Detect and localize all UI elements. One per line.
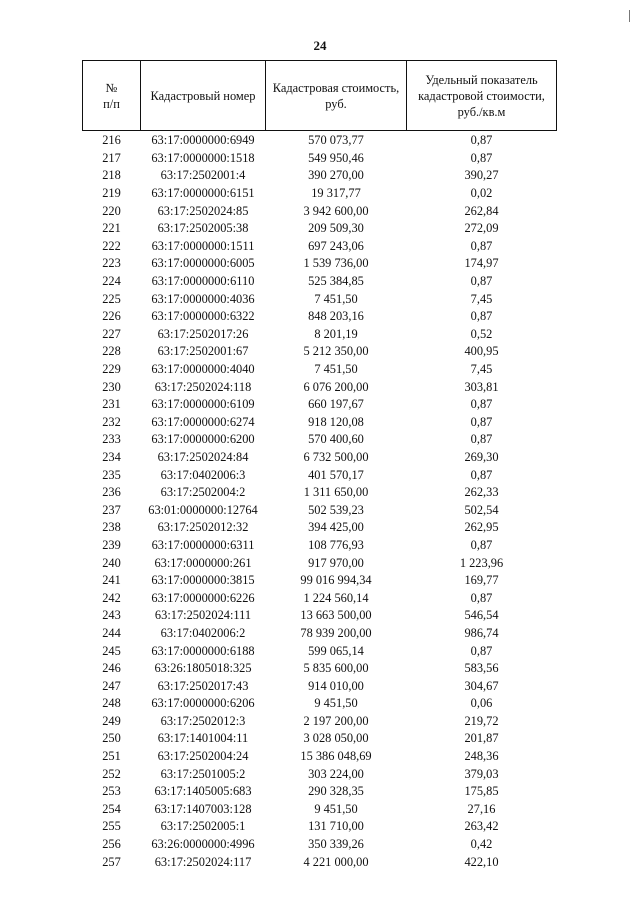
- cell-cadastral-value: 549 950,46: [308, 150, 364, 165]
- cell-specific-value: 262,84: [464, 203, 499, 218]
- cell-cadastral-number: 63:17:2502012:3: [160, 713, 246, 728]
- cell-row-number: 253: [102, 784, 121, 799]
- cell-cadastral-value: 15 386 048,69: [300, 749, 372, 764]
- cell-cadastral-value: 6 732 500,00: [303, 449, 369, 464]
- table-row: [83, 519, 557, 537]
- cell-cadastral-number: 63:17:0000000:261: [154, 555, 252, 570]
- cell-specific-value: 0,87: [470, 414, 493, 429]
- cell-cadastral-value: 502 539,23: [308, 502, 364, 517]
- cell-cadastral-value: 13 663 500,00: [300, 608, 372, 623]
- table-row: [83, 131, 557, 150]
- table-row: [83, 414, 557, 432]
- cell-cadastral-number: 63:17:0000000:1518: [151, 150, 255, 165]
- cell-row-number: 247: [102, 678, 121, 693]
- cell-row-number: 254: [102, 801, 121, 816]
- cell-cadastral-value: 660 197,67: [308, 397, 364, 412]
- cell-cadastral-number: 63:17:2502024:85: [157, 203, 249, 218]
- cell-row-number: 217: [102, 150, 121, 165]
- table-row: [83, 273, 557, 291]
- cell-cadastral-number: 63:17:2502001:4: [160, 168, 246, 183]
- table-row: [83, 660, 557, 678]
- cell-specific-value: 546,54: [464, 608, 499, 623]
- cell-specific-value: 201,87: [464, 731, 499, 746]
- cell-cadastral-value: 290 328,35: [308, 784, 364, 799]
- cell-cadastral-number: 63:17:2502005:38: [157, 221, 249, 236]
- cell-row-number: 235: [102, 467, 121, 482]
- table-row: [83, 589, 557, 607]
- cell-cadastral-number: 63:17:2502004:24: [157, 749, 249, 764]
- cell-cadastral-value: 350 339,26: [308, 837, 364, 852]
- cell-cadastral-number: 63:17:1401004:11: [157, 731, 249, 746]
- table-row: [83, 361, 557, 379]
- cell-cadastral-number: 63:17:0000000:6274: [151, 414, 255, 429]
- cell-cadastral-number: 63:17:0402006:3: [160, 467, 246, 482]
- cell-cadastral-value: 1 224 560,14: [303, 590, 369, 605]
- table-row: [83, 642, 557, 660]
- cell-specific-value: 272,09: [464, 221, 499, 236]
- cell-cadastral-value: 7 451,50: [314, 291, 358, 306]
- cell-cadastral-value: 570 400,60: [308, 432, 364, 447]
- cell-cadastral-number: 63:17:0000000:3815: [151, 573, 255, 588]
- table-row: [83, 765, 557, 783]
- cell-specific-value: 583,56: [464, 661, 499, 676]
- cell-specific-value: 0,87: [470, 274, 493, 289]
- table-row: [83, 431, 557, 449]
- cell-cadastral-value: 6 076 200,00: [303, 379, 369, 394]
- cell-row-number: 246: [102, 661, 121, 676]
- cell-row-number: 245: [102, 643, 121, 658]
- table-row: [83, 255, 557, 273]
- table-row: [83, 167, 557, 185]
- cell-cadastral-value: 8 201,19: [314, 326, 358, 341]
- cell-cadastral-number: 63:17:2502017:43: [157, 678, 249, 693]
- table-row: [83, 818, 557, 836]
- table-row: [83, 695, 557, 713]
- cell-row-number: 240: [102, 555, 121, 570]
- cell-cadastral-number: 63:17:0000000:4036: [151, 291, 255, 306]
- cell-specific-value: 0,87: [470, 590, 493, 605]
- cell-specific-value: 7,45: [470, 291, 493, 306]
- cell-cadastral-number: 63:17:0402006:2: [160, 625, 246, 640]
- cell-cadastral-number: 63:17:0000000:6206: [151, 696, 255, 711]
- cell-row-number: 219: [102, 186, 121, 201]
- cell-cadastral-number: 63:17:0000000:6322: [151, 309, 255, 324]
- cell-specific-value: 262,95: [464, 520, 499, 535]
- cell-specific-value: 0,87: [470, 150, 493, 165]
- cell-row-number: 241: [102, 573, 121, 588]
- cell-row-number: 238: [102, 520, 121, 535]
- cell-cadastral-number: 63:17:2502024:117: [154, 854, 252, 869]
- cell-specific-value: 0,87: [470, 133, 493, 148]
- cell-row-number: 234: [102, 449, 121, 464]
- cell-cadastral-number: 63:17:0000000:6151: [151, 186, 255, 201]
- table-row: [83, 625, 557, 643]
- cell-cadastral-number: 63:17:2502024:111: [154, 608, 252, 623]
- table-row: [83, 466, 557, 484]
- cell-cadastral-value: 5 835 600,00: [303, 661, 369, 676]
- cell-cadastral-value: 918 120,08: [308, 414, 364, 429]
- cell-specific-value: 502,54: [464, 502, 499, 517]
- cell-specific-value: 422,10: [464, 854, 499, 869]
- table-row: [83, 326, 557, 344]
- cell-cadastral-number: 63:17:2502004:2: [160, 485, 246, 500]
- table-row: [83, 150, 557, 168]
- cell-specific-value: 1 223,96: [459, 555, 504, 570]
- cell-cadastral-value: 1 539 736,00: [303, 256, 369, 271]
- table-row: [83, 801, 557, 819]
- cell-row-number: 255: [102, 819, 121, 834]
- cell-specific-value: 0,87: [470, 397, 493, 412]
- cell-cadastral-value: 917 970,00: [308, 555, 364, 570]
- cell-row-number: 250: [102, 731, 121, 746]
- cell-cadastral-value: 108 776,93: [308, 537, 364, 552]
- cell-row-number: 225: [102, 291, 121, 306]
- cell-cadastral-value: 7 451,50: [314, 362, 358, 377]
- cell-cadastral-number: 63:26:0000000:4996: [151, 837, 255, 852]
- cell-specific-value: 0,87: [470, 309, 493, 324]
- cell-cadastral-value: 78 939 200,00: [300, 625, 372, 640]
- cell-cadastral-value: 9 451,50: [314, 696, 358, 711]
- cell-row-number: 237: [102, 502, 121, 517]
- cell-row-number: 227: [102, 326, 121, 341]
- cell-specific-value: 0,87: [470, 643, 493, 658]
- cell-row-number: 232: [102, 414, 121, 429]
- cell-row-number: 251: [102, 749, 121, 764]
- table-row: [83, 783, 557, 801]
- table-row: [83, 836, 557, 854]
- cell-cadastral-number: 63:17:2502001:67: [157, 344, 249, 359]
- cell-row-number: 224: [102, 274, 121, 289]
- cell-row-number: 231: [102, 397, 121, 412]
- cell-cadastral-number: 63:17:0000000:6005: [151, 256, 255, 271]
- cell-specific-value: 269,30: [464, 449, 499, 464]
- cell-cadastral-number: 63:17:0000000:6311: [151, 537, 255, 552]
- cell-specific-value: 400,95: [464, 344, 499, 359]
- cell-cadastral-number: 63:17:0000000:6226: [151, 590, 255, 605]
- cell-specific-value: 0,06: [470, 696, 493, 711]
- header-row-number: № п/п: [83, 61, 141, 131]
- cell-specific-value: 0,87: [470, 432, 493, 447]
- cell-row-number: 221: [102, 221, 121, 236]
- cell-cadastral-value: 1 311 650,00: [303, 485, 369, 500]
- cell-cadastral-value: 390 270,00: [308, 168, 364, 183]
- cell-cadastral-value: 525 384,85: [308, 274, 364, 289]
- table-row: [83, 185, 557, 203]
- header-cadastral-value: Кадастровая стоимость, руб.: [266, 61, 407, 131]
- cell-specific-value: 262,33: [464, 485, 499, 500]
- cell-cadastral-value: 5 212 350,00: [303, 344, 369, 359]
- table-row: [83, 607, 557, 625]
- table-row: [83, 537, 557, 555]
- cell-cadastral-value: 2 197 200,00: [303, 713, 369, 728]
- cell-specific-value: 0,87: [470, 537, 493, 552]
- table-row: [83, 730, 557, 748]
- cell-row-number: 249: [102, 713, 121, 728]
- cell-row-number: 218: [102, 168, 121, 183]
- cell-row-number: 257: [102, 854, 121, 869]
- cell-cadastral-value: 303 224,00: [308, 766, 364, 781]
- cell-cadastral-value: 99 016 994,34: [300, 573, 372, 588]
- cell-specific-value: 0,87: [470, 238, 493, 253]
- cell-cadastral-number: 63:17:2502012:32: [157, 520, 249, 535]
- cell-specific-value: 0,87: [470, 467, 493, 482]
- cell-cadastral-value: 401 570,17: [308, 467, 364, 482]
- cell-cadastral-value: 394 425,00: [308, 520, 364, 535]
- table-row: [83, 484, 557, 502]
- table-row: [83, 713, 557, 731]
- table-row: [83, 677, 557, 695]
- cell-specific-value: 986,74: [464, 625, 499, 640]
- table-body: [83, 131, 557, 871]
- cell-row-number: 242: [102, 590, 121, 605]
- cell-row-number: 239: [102, 537, 121, 552]
- cell-cadastral-value: 209 509,30: [308, 221, 364, 236]
- cell-cadastral-number: 63:17:0000000:6109: [151, 397, 255, 412]
- cell-specific-value: 390,27: [464, 168, 499, 183]
- cell-cadastral-number: 63:17:1407003:128: [154, 801, 252, 816]
- cell-cadastral-number: 63:17:0000000:6110: [151, 274, 255, 289]
- cell-specific-value: 303,81: [464, 379, 499, 394]
- table-row: [83, 396, 557, 414]
- cell-cadastral-number: 63:17:2502024:118: [154, 379, 252, 394]
- cell-row-number: 216: [102, 133, 121, 148]
- table-row: [83, 308, 557, 326]
- cell-cadastral-value: 9 451,50: [314, 801, 358, 816]
- cell-row-number: 236: [102, 485, 121, 500]
- table-row: [83, 202, 557, 220]
- page-number: 24: [313, 38, 327, 53]
- table-row: [83, 853, 557, 871]
- cell-cadastral-value: 599 065,14: [308, 643, 364, 658]
- cell-row-number: 248: [102, 696, 121, 711]
- table-row: [83, 220, 557, 238]
- cell-row-number: 222: [102, 238, 121, 253]
- cell-row-number: 233: [102, 432, 121, 447]
- cell-cadastral-number: 63:17:2502017:26: [157, 326, 249, 341]
- cell-cadastral-value: 19 317,77: [311, 186, 361, 201]
- cell-cadastral-value: 131 710,00: [308, 819, 364, 834]
- cell-cadastral-value: 914 010,00: [308, 678, 364, 693]
- cell-cadastral-value: 3 028 050,00: [303, 731, 369, 746]
- cell-cadastral-number: 63:17:0000000:4040: [151, 362, 255, 377]
- cell-cadastral-number: 63:17:0000000:6200: [151, 432, 255, 447]
- table-row: [83, 238, 557, 256]
- table-row: [83, 343, 557, 361]
- cell-cadastral-number: 63:01:0000000:12764: [148, 502, 258, 517]
- table-row: [83, 748, 557, 766]
- cell-row-number: 244: [102, 625, 121, 640]
- cell-row-number: 228: [102, 344, 121, 359]
- table-row: [83, 572, 557, 590]
- cell-cadastral-value: 570 073,77: [308, 133, 364, 148]
- cadastral-value-table: [82, 60, 557, 871]
- table-row: [83, 378, 557, 396]
- cell-row-number: 226: [102, 309, 121, 324]
- cell-specific-value: 263,42: [464, 819, 499, 834]
- cell-specific-value: 174,97: [464, 256, 499, 271]
- cell-specific-value: 0,52: [470, 326, 493, 341]
- cell-cadastral-number: 63:17:0000000:1511: [151, 238, 255, 253]
- cell-cadastral-value: 4 221 000,00: [303, 854, 369, 869]
- cell-cadastral-number: 63:17:0000000:6188: [151, 643, 255, 658]
- table-row: [83, 290, 557, 308]
- cell-cadastral-number: 63:17:2502005:1: [160, 819, 246, 834]
- header-cadastral-number: Кадастровый номер: [141, 61, 266, 131]
- cell-specific-value: 0,02: [470, 186, 493, 201]
- cell-specific-value: 0,42: [470, 837, 493, 852]
- cell-row-number: 220: [102, 203, 121, 218]
- cell-cadastral-number: 63:26:1805018:325: [154, 661, 252, 676]
- cell-cadastral-number: 63:17:2501005:2: [160, 766, 246, 781]
- cell-specific-value: 379,03: [464, 766, 499, 781]
- cell-specific-value: 169,77: [464, 573, 499, 588]
- cell-specific-value: 219,72: [464, 713, 499, 728]
- cell-cadastral-value: 697 243,06: [308, 238, 364, 253]
- cell-cadastral-number: 63:17:2502024:84: [157, 449, 249, 464]
- cell-specific-value: 304,67: [464, 678, 499, 693]
- cell-specific-value: 175,85: [464, 784, 499, 799]
- table-header-row: [83, 61, 557, 131]
- cell-cadastral-value: 3 942 600,00: [303, 203, 369, 218]
- scan-edge-mark: [629, 10, 630, 22]
- cell-specific-value: 27,16: [467, 801, 496, 816]
- cell-row-number: 252: [102, 766, 121, 781]
- cell-cadastral-value: 848 203,16: [308, 309, 364, 324]
- table-row: [83, 501, 557, 519]
- cell-row-number: 229: [102, 362, 121, 377]
- cell-specific-value: 248,36: [464, 749, 499, 764]
- table-row: [83, 449, 557, 467]
- cell-row-number: 223: [102, 256, 121, 271]
- cell-specific-value: 7,45: [470, 362, 493, 377]
- table-row: [83, 554, 557, 572]
- cell-row-number: 230: [102, 379, 121, 394]
- cell-cadastral-number: 63:17:1405005:683: [154, 784, 252, 799]
- cell-row-number: 243: [102, 608, 121, 623]
- cell-row-number: 256: [102, 837, 121, 852]
- cell-cadastral-number: 63:17:0000000:6949: [151, 133, 255, 148]
- header-specific-value: Удельный показатель кадастровой стоимости, руб./кв.м: [407, 61, 557, 131]
